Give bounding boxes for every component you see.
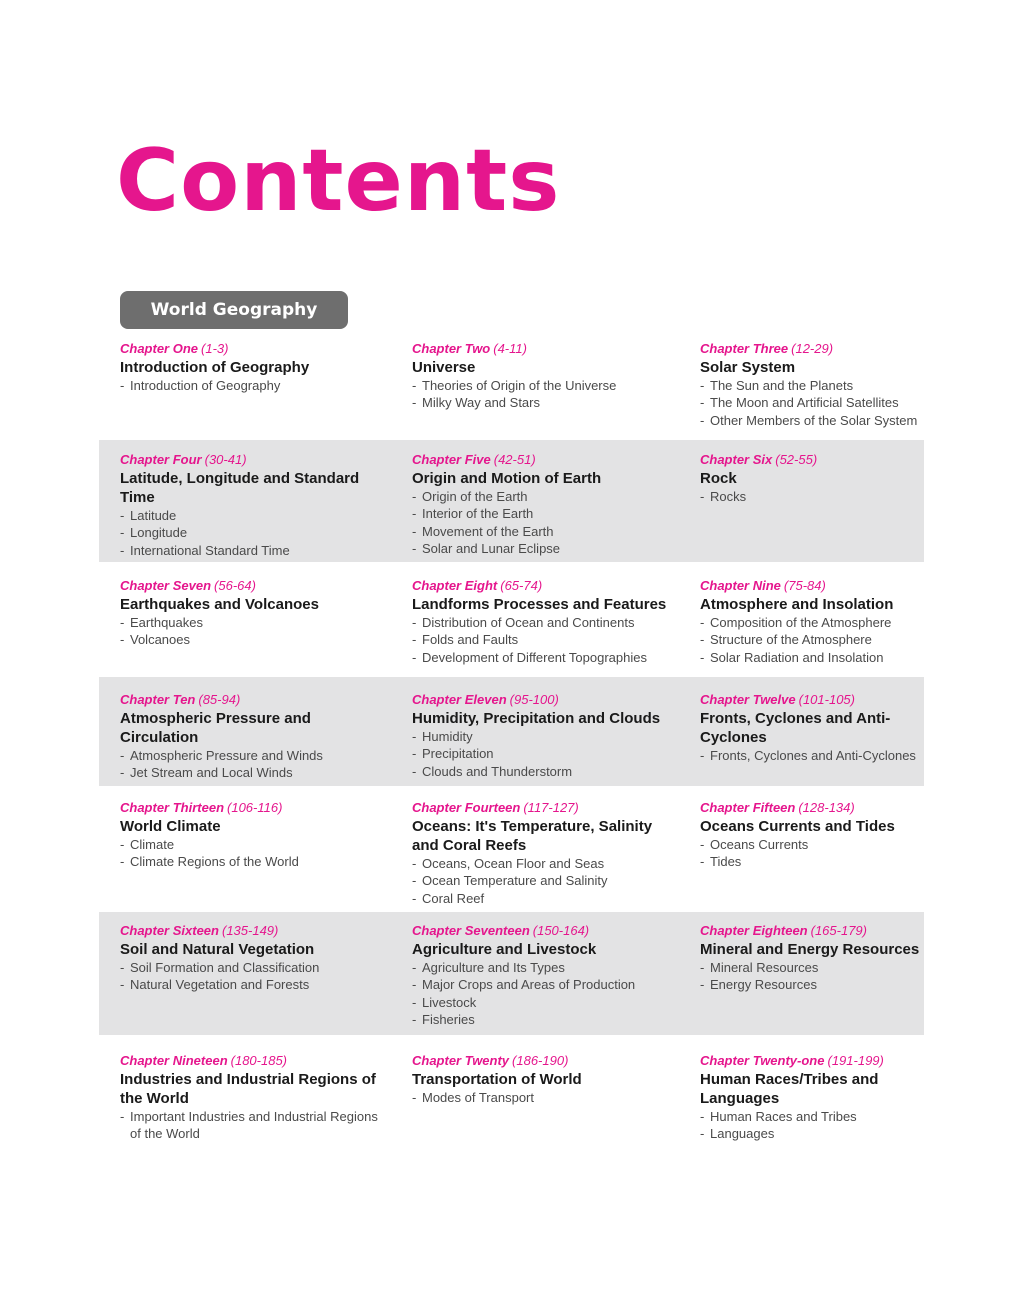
- chapter-entry: [99, 1052, 391, 1153]
- subtopic-text: Structure of the Atmosphere: [710, 632, 872, 648]
- dash-bullet: -: [120, 765, 125, 781]
- subtopic-list: [412, 614, 681, 666]
- subtopic-item: [412, 763, 681, 780]
- subtopic-item: [120, 614, 391, 631]
- chapter-entry: [99, 340, 391, 440]
- dash-bullet: -: [120, 542, 125, 558]
- dash-bullet: -: [412, 746, 417, 762]
- dash-bullet: -: [412, 1090, 417, 1105]
- contents-row: [99, 1035, 924, 1153]
- chapter-pages: (12-29): [791, 341, 834, 356]
- subtopic-list: [120, 614, 391, 649]
- chapter-number: Chapter Twelve: [700, 692, 796, 707]
- chapter-entry: [99, 691, 391, 786]
- subtopic-item: [412, 890, 681, 907]
- dash-bullet: -: [412, 873, 417, 889]
- chapter-heading: [700, 451, 924, 468]
- subtopic-text: Oceans, Ocean Floor and Seas: [422, 856, 605, 871]
- subtopic-list: [700, 377, 924, 429]
- chapter-heading: [700, 922, 924, 939]
- dash-bullet: -: [412, 856, 417, 871]
- dash-bullet: -: [700, 378, 705, 393]
- dash-bullet: -: [700, 837, 705, 852]
- subtopic-list: [700, 836, 924, 871]
- subtopic-item: [120, 959, 391, 976]
- subtopic-text: Soil Formation and Classification: [130, 960, 320, 975]
- chapter-pages: (106-116): [227, 800, 283, 815]
- dash-bullet: -: [412, 1011, 417, 1027]
- subtopic-text: Origin of the Earth: [422, 489, 528, 504]
- subtopic-text: Milky Way and Stars: [422, 395, 540, 411]
- chapter-heading: [412, 451, 681, 468]
- chapter-heading: [412, 340, 681, 357]
- chapter-pages: (30-41): [204, 452, 247, 467]
- dash-bullet: -: [412, 977, 417, 993]
- chapter-heading: [120, 691, 391, 708]
- chapter-heading: [120, 922, 391, 939]
- subtopic-list: [700, 1108, 924, 1143]
- subtopic-text: Clouds and Thunderstorm: [422, 763, 573, 779]
- subtopic-text: Composition of the Atmosphere: [710, 615, 892, 630]
- subtopic-text: Precipitation: [422, 746, 494, 762]
- chapter-pages: (52-55): [775, 452, 818, 467]
- dash-bullet: -: [700, 412, 705, 428]
- chapter-number: Chapter Twenty: [412, 1053, 510, 1068]
- subtopic-item: [700, 747, 924, 764]
- subtopic-item: [412, 872, 681, 889]
- chapter-pages: (101-105): [798, 692, 855, 707]
- chapter-entry: [391, 1052, 681, 1153]
- subtopic-item: [412, 976, 681, 993]
- chapter-number: Chapter Twenty-one: [700, 1053, 825, 1068]
- subtopic-item: [700, 976, 924, 993]
- subtopic-text: Volcanoes: [130, 632, 190, 648]
- chapter-entry: [391, 577, 681, 677]
- subtopic-item: [700, 377, 924, 394]
- chapter-pages: (1-3): [201, 341, 229, 356]
- subtopic-item: [120, 377, 391, 394]
- chapter-title: Agriculture and Livestock: [412, 941, 597, 958]
- subtopic-item: [412, 1011, 681, 1028]
- subtopic-text: Natural Vegetation and Forests: [130, 977, 310, 993]
- chapter-entry: [99, 577, 391, 677]
- dash-bullet: -: [412, 506, 417, 522]
- subtopic-item: [412, 523, 681, 540]
- dash-bullet: -: [412, 378, 417, 393]
- subtopic-list: [412, 1089, 681, 1106]
- subtopic-item: [120, 853, 391, 870]
- subtopic-item: [412, 377, 681, 394]
- chapter-pages: (42-51): [493, 452, 536, 467]
- dash-bullet: -: [412, 763, 417, 779]
- subtopic-item: [412, 649, 681, 666]
- chapter-heading: [700, 799, 924, 816]
- dash-bullet: -: [412, 649, 417, 665]
- dash-bullet: -: [700, 395, 705, 411]
- chapter-title: Atmospheric Pressure and Circulation: [120, 710, 311, 746]
- chapter-pages: (4-11): [493, 341, 527, 356]
- subtopic-list: [120, 959, 391, 994]
- subtopic-list: [412, 488, 681, 557]
- dash-bullet: -: [700, 1109, 705, 1124]
- chapter-pages: (180-185): [230, 1053, 288, 1068]
- subtopic-item: [412, 1089, 681, 1106]
- subtopic-item: [120, 631, 391, 648]
- dash-bullet: -: [120, 525, 125, 541]
- chapter-pages: (56-64): [214, 578, 256, 593]
- chapter-pages: (191-199): [827, 1053, 884, 1068]
- contents-row: [99, 440, 924, 562]
- chapter-title: Human Races/Tribes and Languages: [700, 1071, 879, 1107]
- chapter-pages: (85-94): [198, 692, 241, 707]
- chapter-title: Latitude, Longitude and Standard Time: [120, 470, 360, 506]
- dash-bullet: -: [412, 540, 417, 556]
- chapter-heading: [700, 691, 924, 708]
- subtopic-text: Atmospheric Pressure and Winds: [130, 748, 323, 763]
- chapter-title: Earthquakes and Volcanoes: [120, 596, 319, 613]
- chapter-title: Fronts, Cyclones and Anti-Cyclones: [700, 710, 891, 746]
- subtopic-item: [700, 1108, 924, 1125]
- subtopic-text: Fronts, Cyclones and Anti-Cyclones: [710, 748, 916, 763]
- chapter-title: Oceans Currents and Tides: [700, 818, 895, 835]
- subtopic-text: Distribution of Ocean and Continents: [422, 615, 635, 630]
- subtopic-text: Earthquakes: [130, 615, 203, 630]
- chapter-title: Origin and Motion of Earth: [412, 470, 602, 487]
- subtopic-item: [700, 631, 924, 648]
- chapter-title: Soil and Natural Vegetation: [120, 941, 315, 958]
- chapter-heading: [120, 1052, 391, 1069]
- subtopic-item: [120, 747, 391, 764]
- subtopic-item: [120, 976, 391, 993]
- chapter-pages: (165-179): [810, 923, 867, 938]
- chapter-pages: (75-84): [783, 578, 826, 593]
- chapter-entry: [99, 799, 391, 912]
- dash-bullet: -: [120, 854, 125, 870]
- subtopic-list: [120, 836, 391, 871]
- dash-bullet: -: [700, 615, 705, 630]
- subtopic-text: Other Members of the Solar System: [710, 412, 918, 428]
- chapter-heading: [120, 577, 391, 594]
- subtopic-text: Tides: [710, 854, 742, 870]
- chapter-title: Universe: [412, 359, 476, 376]
- chapter-heading: [120, 451, 391, 468]
- dash-bullet: -: [120, 615, 125, 630]
- chapter-number: Chapter Three: [700, 341, 789, 356]
- chapter-heading: [412, 1052, 681, 1069]
- chapter-title: Transportation of World: [412, 1071, 582, 1088]
- chapter-number: Chapter Eighteen: [700, 923, 808, 938]
- subtopic-list: [120, 1108, 391, 1143]
- subtopic-text: Humidity: [422, 729, 473, 744]
- subtopic-text: Movement of the Earth: [422, 523, 554, 539]
- chapter-number: Chapter Five: [412, 452, 491, 467]
- dash-bullet: -: [412, 729, 417, 744]
- subtopic-text: Theories of Origin of the Universe: [422, 378, 617, 393]
- subtopic-item: [412, 488, 681, 505]
- chapter-number: Chapter Eleven: [412, 692, 507, 707]
- subtopic-text: Latitude: [130, 508, 177, 523]
- dash-bullet: -: [120, 960, 125, 975]
- dash-bullet: -: [700, 960, 705, 975]
- chapter-heading: [412, 691, 681, 708]
- chapter-heading: [120, 340, 391, 357]
- subtopic-item: [700, 853, 924, 870]
- subtopic-item: [120, 836, 391, 853]
- chapter-entry: [681, 922, 924, 1035]
- subtopic-item: [700, 649, 924, 666]
- subtopic-text: Folds and Faults: [422, 632, 519, 648]
- chapter-heading: [412, 922, 681, 939]
- chapter-heading: [412, 799, 681, 816]
- subtopic-item: [120, 507, 391, 524]
- subtopic-list: [120, 377, 391, 394]
- subtopic-item: [700, 836, 924, 853]
- dash-bullet: -: [120, 1109, 125, 1124]
- subtopic-item: [700, 412, 924, 429]
- dash-bullet: -: [700, 1126, 705, 1142]
- subtopic-list: [412, 959, 681, 1028]
- subtopic-text: Solar Radiation and Insolation: [710, 649, 884, 665]
- subtopic-list: [700, 959, 924, 994]
- subtopic-item: [120, 1108, 391, 1143]
- subtopic-text: Energy Resources: [710, 977, 817, 993]
- subtopic-text: Rocks: [710, 489, 747, 504]
- dash-bullet: -: [412, 960, 417, 975]
- chapter-entry: [391, 799, 681, 912]
- chapter-title: Atmosphere and Insolation: [700, 596, 894, 613]
- chapter-title: Industries and Industrial Regions of the World: [120, 1071, 376, 1107]
- chapter-pages: (186-190): [512, 1053, 569, 1068]
- chapter-pages: (95-100): [509, 692, 559, 707]
- subtopic-list: [700, 747, 924, 764]
- chapter-number: Chapter One: [120, 341, 199, 356]
- chapter-title: Introduction of Geography: [120, 359, 310, 376]
- chapter-title: Rock: [700, 470, 737, 487]
- chapter-entry: [681, 691, 924, 786]
- chapter-number: Chapter Seventeen: [412, 923, 530, 938]
- chapter-number: Chapter Nine: [700, 578, 781, 593]
- dash-bullet: -: [412, 994, 417, 1010]
- dash-bullet: -: [700, 748, 705, 763]
- dash-bullet: -: [120, 837, 125, 852]
- chapter-title: Oceans: It's Temperature, Salinity and Coral Reefs: [412, 818, 653, 854]
- subtopic-text: Longitude: [130, 525, 188, 541]
- chapter-heading: [700, 577, 924, 594]
- chapter-entry: [681, 577, 924, 677]
- dash-bullet: -: [412, 890, 417, 906]
- subtopic-item: [700, 394, 924, 411]
- subtopic-list: [412, 377, 681, 412]
- subtopic-item: [412, 728, 681, 745]
- chapter-number: Chapter Seven: [120, 578, 212, 593]
- dash-bullet: -: [120, 378, 125, 393]
- subtopic-item: [700, 488, 924, 505]
- subtopic-item: [412, 745, 681, 762]
- dash-bullet: -: [700, 977, 705, 993]
- subtopic-text: International Standard Time: [130, 542, 290, 558]
- chapter-entry: [681, 1052, 924, 1153]
- chapter-title: Humidity, Precipitation and Clouds: [412, 710, 661, 727]
- subtopic-text: Oceans Currents: [710, 837, 809, 852]
- subtopic-text: The Sun and the Planets: [710, 378, 854, 393]
- chapter-number: Chapter Ten: [120, 692, 196, 707]
- subtopic-list: [412, 728, 681, 780]
- chapter-pages: (135-149): [221, 923, 279, 938]
- chapter-pages: (150-164): [532, 923, 590, 938]
- subtopic-item: [412, 631, 681, 648]
- contents-row: [99, 912, 924, 1035]
- subtopic-item: [700, 614, 924, 631]
- contents-row: [99, 786, 924, 912]
- chapter-title: Landforms Processes and Features: [412, 596, 667, 613]
- chapter-number: Chapter Six: [700, 452, 773, 467]
- chapter-number: Chapter Eight: [412, 578, 498, 593]
- chapter-number: Chapter Four: [120, 452, 202, 467]
- chapter-number: Chapter Fifteen: [700, 800, 796, 815]
- chapter-title: Solar System: [700, 359, 796, 376]
- subtopic-list: [700, 614, 924, 666]
- contents-row: [99, 562, 924, 677]
- dash-bullet: -: [120, 632, 125, 648]
- chapter-pages: (128-134): [798, 800, 855, 815]
- chapter-number: Chapter Two: [412, 341, 491, 356]
- chapter-heading: [700, 1052, 924, 1069]
- dash-bullet: -: [412, 489, 417, 504]
- dash-bullet: -: [412, 632, 417, 648]
- subtopic-text: Livestock: [422, 994, 477, 1010]
- subtopic-list: [120, 507, 391, 559]
- subtopic-text: Languages: [710, 1126, 775, 1142]
- dash-bullet: -: [700, 649, 705, 665]
- subtopic-text: Fisheries: [422, 1011, 475, 1027]
- chapter-entry: [391, 922, 681, 1035]
- dash-bullet: -: [700, 854, 705, 870]
- chapter-heading: [700, 340, 924, 357]
- subtopic-item: [120, 542, 391, 559]
- subtopic-text: Coral Reef: [422, 890, 485, 906]
- subtopic-item: [120, 524, 391, 541]
- subtopic-text: Jet Stream and Local Winds: [130, 765, 293, 781]
- subtopic-item: [412, 994, 681, 1011]
- chapter-pages: (65-74): [500, 578, 543, 593]
- chapter-entry: [681, 451, 924, 562]
- subtopic-text: Development of Different Topographies: [422, 649, 647, 665]
- subtopic-text: Agriculture and Its Types: [422, 960, 565, 975]
- section-badge: World Geography: [120, 291, 348, 329]
- chapter-entry: [99, 922, 391, 1035]
- dash-bullet: -: [120, 977, 125, 993]
- subtopic-text: Solar and Lunar Eclipse: [422, 540, 561, 556]
- contents-table: [99, 340, 924, 1153]
- chapter-entry: [99, 451, 391, 562]
- subtopic-item: [120, 764, 391, 781]
- subtopic-item: [412, 505, 681, 522]
- dash-bullet: -: [120, 748, 125, 763]
- chapter-number: Chapter Nineteen: [120, 1053, 228, 1068]
- subtopic-text: Human Races and Tribes: [710, 1109, 857, 1124]
- subtopic-item: [700, 959, 924, 976]
- page-title: Contents: [116, 131, 561, 231]
- chapter-heading: [412, 577, 681, 594]
- subtopic-text: Interior of the Earth: [422, 506, 534, 522]
- chapter-entry: [681, 799, 924, 912]
- subtopic-text: Mineral Resources: [710, 960, 819, 975]
- subtopic-list: [412, 855, 681, 907]
- subtopic-text: Modes of Transport: [422, 1090, 534, 1105]
- contents-row: [99, 340, 924, 440]
- subtopic-text: Climate: [130, 837, 175, 852]
- dash-bullet: -: [412, 395, 417, 411]
- chapter-number: Chapter Fourteen: [412, 800, 521, 815]
- subtopic-text: Major Crops and Areas of Production: [422, 977, 636, 993]
- subtopic-item: [412, 614, 681, 631]
- chapter-entry: [681, 340, 924, 440]
- dash-bullet: -: [700, 632, 705, 648]
- subtopic-item: [412, 959, 681, 976]
- dash-bullet: -: [700, 489, 705, 504]
- chapter-entry: [391, 451, 681, 562]
- chapter-entry: [391, 691, 681, 786]
- chapter-number: Chapter Thirteen: [120, 800, 225, 815]
- subtopic-list: [120, 747, 391, 782]
- chapter-title: World Climate: [120, 818, 221, 835]
- subtopic-text: Important Industries and Industrial Regions of the World: [130, 1109, 378, 1142]
- chapter-number: Chapter Sixteen: [120, 923, 219, 938]
- contents-row: [99, 677, 924, 786]
- subtopic-item: [412, 394, 681, 411]
- dash-bullet: -: [120, 508, 125, 523]
- subtopic-text: Ocean Temperature and Salinity: [422, 873, 608, 889]
- subtopic-text: The Moon and Artificial Satellites: [710, 395, 899, 411]
- subtopic-item: [700, 1125, 924, 1142]
- dash-bullet: -: [412, 615, 417, 630]
- chapter-heading: [120, 799, 391, 816]
- chapter-entry: [391, 340, 681, 440]
- subtopic-text: Climate Regions of the World: [130, 854, 299, 870]
- subtopic-item: [412, 855, 681, 872]
- chapter-title: Mineral and Energy Resources: [700, 941, 920, 958]
- subtopic-list: [700, 488, 924, 505]
- chapter-pages: (117-127): [523, 800, 579, 815]
- subtopic-text: Introduction of Geography: [130, 378, 281, 393]
- dash-bullet: -: [412, 523, 417, 539]
- subtopic-item: [412, 540, 681, 557]
